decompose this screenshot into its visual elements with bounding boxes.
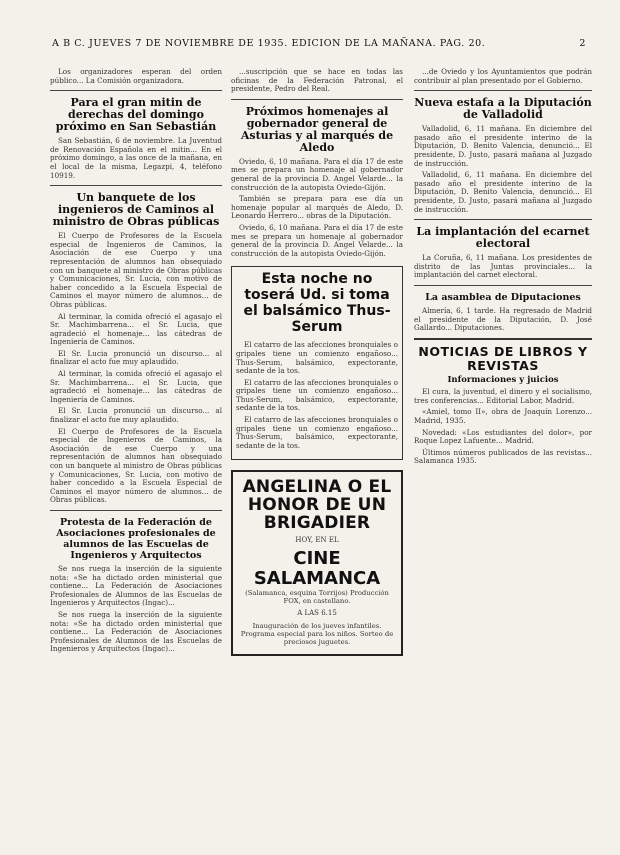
film-note: Inauguración de los jueves infantiles. Programa especial para los niños. Sorteo de preciosos juguetes.	[240, 621, 394, 646]
col3-p8: Últimos números publicados de las revistas... Salamanca 1935.	[414, 447, 592, 466]
col1-p5b: Se nos ruega la inserción de la siguiente nota: «Se ha dictado orden ministerial que contiene... La Federación de Asociaciones Profesionales de Alumnos de las Escuelas de Ingenieros y Arquitectos (Ingac)...	[50, 609, 222, 654]
col3-p2: Valladolid, 6, 11 mañana. En diciembre del pasado año el presidente interino de la Diputación, D. Benito Valencia, denunció... El presidente, D. Justo, pasará mañana al Juzgado de instrucción.	[414, 124, 592, 168]
advert-thus-serum	[231, 266, 403, 460]
headline-protesta: Protesta de la Federación de Asociaciones profesionales de alumnos de las Escuelas de Ingenieros y Arquitectos	[56, 516, 216, 561]
col1-p3: Al terminar, la comida ofreció el agasajo el Sr. Machimbarrena... el Sr. Lucia, que agradeció el homenaje... las cátedras de Ingeniería de Caminos.	[50, 311, 222, 347]
divider	[50, 185, 222, 186]
column-right	[414, 68, 592, 838]
divider	[231, 99, 403, 100]
section-subtitle: Informaciones y juicios	[447, 374, 559, 385]
divider	[50, 510, 222, 511]
advert-thus-serum-text-3: El catarro de las afecciones bronquiales o gripales tiene un comienzo engañoso... Thus-Serum, balsámico, expectorante, sedante de la tos.	[236, 415, 398, 450]
cinema-name: CINE SALAMANCA	[253, 548, 381, 590]
cinema-address: (Salamanca, esquina Torrijos) Producción FOX, en castellano.	[245, 589, 389, 606]
headline-estafa: Nueva estafa a la Diputación de Valladolid	[414, 96, 592, 122]
col2-p3: También se prepara para ese día un homenaje popular al marqués de Aledo, D. Leonardo Herrero... obras de la Diputación.	[231, 194, 403, 221]
divider	[414, 90, 592, 91]
advert-thus-serum-text: El catarro de las afecciones bronquiales o gripales tiene un comienzo engañoso... Thus-Serum, balsámico, expectorante, sedante de la tos.	[236, 340, 398, 376]
divider	[414, 219, 592, 220]
section-title-noticias: NOTICIAS DE LIBROS Y REVISTAS	[418, 343, 588, 373]
col3-p5: El cura, la juventud, el dinero y el socialismo, tres conferencias... Editorial Labor, Madrid.	[414, 387, 592, 405]
col3-p4: Almería, 6, 1 tarde. Ha regresado de Madrid el presidente de la Diputación, D. José Gallardo... Diputaciones.	[414, 305, 592, 333]
col2-p1: ...suscripción que se hace en todas las oficinas de la Federación Patronal, el presidente, Pedro del Real.	[231, 68, 403, 94]
page-mark: 2	[579, 38, 586, 49]
col3-p7: Novedad: «Los estudiantes del dolor», por Roque Lopez Lafuente... Madrid.	[414, 427, 592, 446]
advert-cine-salamanca	[231, 470, 403, 655]
divider	[414, 285, 592, 286]
col1-p4b: El Sr. Lucia pronunció un discurso... al finalizar el acto fue muy aplaudido.	[50, 406, 222, 425]
advert-thus-serum-text-2: El catarro de las afecciones bronquiales o gripales tiene un comienzo engañoso... Thus-Serum, balsámico, expectorante, sedante de la tos.	[236, 377, 398, 413]
headline-asamblea: La asamblea de Diputaciones	[425, 291, 581, 303]
film-title: ANGELINA O EL HONOR DE UN BRIGADIER	[242, 477, 392, 534]
film-time: A LAS 6.15	[297, 609, 337, 618]
col2-p2b: Oviedo, 6, 10 mañana. Para el día 17 de este mes se prepara un homenaje al gobernador general de la provincia D. Angel Velarde... la construcción de la autopista Oviedo-Gijón.	[231, 222, 403, 258]
col1-p3b: Al terminar, la comida ofreció el agasajo el Sr. Machimbarrena... el Sr. Lucia, que agradeció el homenaje... las cátedras de Ingeniería de Caminos.	[50, 369, 222, 404]
col1-intro: Los organizadores esperan del orden público... La Comisión organizadora.	[50, 68, 222, 85]
column-left	[50, 68, 222, 838]
col3-p1: ...de Oviedo y los Ayuntamientos que podrán contribuir al plan presentado por el Gobierno.	[414, 68, 592, 85]
col3-p3: La Coruña, 6, 11 mañana. Los presidentes de distrito de las Juntas provinciales... la implantación del carnet electoral.	[414, 253, 592, 280]
headline-banquete: Un banquete de los ingenieros de Caminos al ministro de Obras públicas	[52, 191, 220, 229]
advert-thus-serum-title: Esta noche no toserá Ud. si toma el balsámico Thus-Serum	[243, 271, 391, 336]
headline-carnet: La implantación del ecarnet electoral	[416, 225, 590, 251]
header-line: A B C. JUEVES 7 DE NOVIEMBRE DE 1935. EDICION DE LA MAÑANA. PAG. 20.	[52, 38, 486, 49]
divider	[50, 90, 222, 91]
col1-p5: Se nos ruega la inserción de la siguiente nota: «Se ha dictado orden ministerial que contiene... La Federación de Asociaciones Profesionales de Alumnos de las Escuelas de Ingenieros y Arquitectos (Ingac)...	[50, 563, 222, 608]
col1-p2b: El Cuerpo de Profesores de la Escuela especial de Ingenieros de Caminos, la Asociación de ese Cuerpo y una representación de alumnos han obsequiado con un banquete al ministro de Obras públicas y Comunicaciones, Sr. Lucia, con motivo de haber concedido a la Escuela Especial de Caminos el mayor número de alumnos... de Obras públicas.	[50, 426, 222, 505]
col3-p2b: Valladolid, 6, 11 mañana. En diciembre del pasado año el presidente interino de la Diputación, D. Benito Valencia, denunció... El presidente, D. Justo, pasará mañana al Juzgado de instrucción.	[414, 170, 592, 214]
page-header	[52, 38, 586, 54]
divider	[414, 338, 592, 340]
col2-p2: Oviedo, 6, 10 mañana. Para el día 17 de este mes se prepara un homenaje al gobernador general de la provincia D. Angel Velarde... la construcción de la autopista Oviedo-Gijón.	[231, 156, 403, 192]
col1-p2: El Cuerpo de Profesores de la Escuela especial de Ingenieros de Caminos, la Asociación de ese Cuerpo y una representación de alumnos han obsequiado con un banquete al ministro de Obras públicas y Comunicaciones, Sr. Lucia, con motivo de haber concedido a la Escuela Especial de Caminos el mayor número de alumnos... de Obras públicas.	[50, 231, 222, 309]
headline-mitin: Para el gran mitin de derechas del domingo próximo en San Sebastián	[55, 96, 217, 134]
headline-homenajes: Próximos homenajes al gobernador general de Asturias y al marqués de Aledo	[240, 104, 394, 154]
column-middle	[231, 68, 403, 838]
film-date: HOY, EN EL	[295, 536, 339, 545]
col3-p6: «Amiel, tomo II», obra de Joaquín Lorenzo... Madrid, 1935.	[414, 407, 592, 426]
col1-p4: El Sr. Lucia pronunció un discurso... al finalizar el acto fue muy aplaudido.	[50, 348, 222, 367]
col1-p1: San Sebastián, 6 de noviembre. La Juventud de Renovación Española en el mitin... En el próximo domingo, a las once de la mañana, en el local de la misma, Legazpi, 4, teléfono 10919.	[50, 136, 222, 180]
